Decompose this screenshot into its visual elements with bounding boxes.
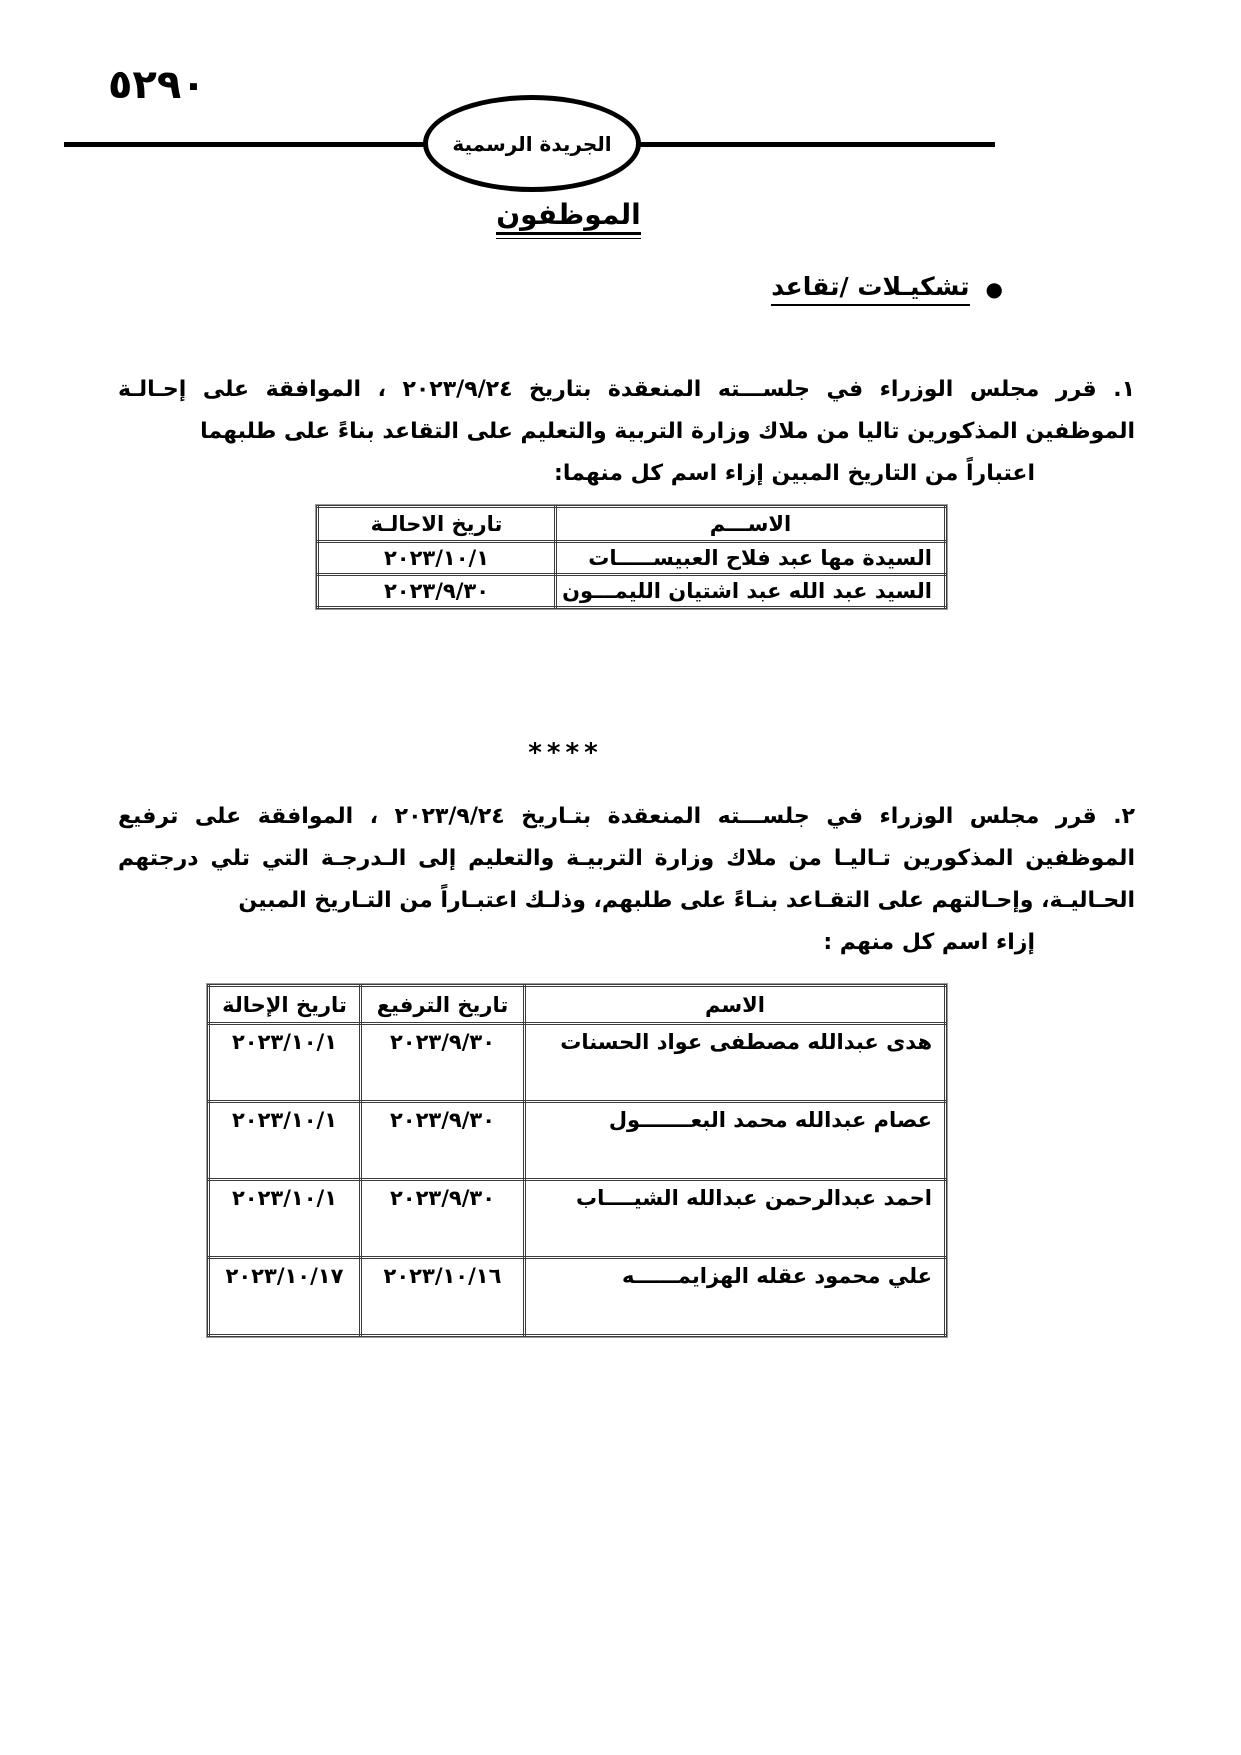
referral-date-cell: ٢٠٢٣/٩/٣٠ [318, 575, 556, 608]
promotion-date-cell: ٢٠٢٣/٩/٣٠ [361, 1180, 525, 1258]
page-number: ٥٢٩٠ [108, 62, 206, 108]
name-header: الاســـم [556, 507, 946, 542]
decree-2-paragraph [118, 796, 1135, 964]
name-cell: السيد عبد الله عبد اشتيان الليمـــون [556, 575, 946, 608]
referral-date-cell: ٢٠٢٣/١٠/١ [209, 1102, 361, 1180]
decree-1-last-line: اعتباراً من التاريخ المبين إزاء اسم كل منهما: [554, 461, 1035, 486]
referral-date-header: تاريخ الإحالة [209, 986, 361, 1024]
table-row [318, 575, 946, 608]
referral-date-cell: ٢٠٢٣/١٠/١ [209, 1180, 361, 1258]
name-cell: علي محمود عقله الهزايمــــــه [525, 1258, 946, 1336]
decree-2-last-line: إزاء اسم كل منهم : [823, 930, 1035, 955]
section-title [0, 198, 1137, 239]
table-header-row [318, 507, 946, 542]
name-cell: احمد عبدالرحمن عبدالله الشيــــاب [525, 1180, 946, 1258]
retirement-table [316, 505, 947, 609]
subsection-heading [771, 272, 1003, 306]
promotion-date-cell: ٢٠٢٣/١٠/١٦ [361, 1258, 525, 1336]
table-row [209, 1102, 946, 1180]
masthead-title: الجريدة الرسمية [452, 131, 612, 156]
name-cell: هدى عبدالله مصطفى عواد الحسنات [525, 1024, 946, 1102]
table-header-row [209, 986, 946, 1024]
table-row [209, 1258, 946, 1336]
promotion-table [207, 984, 947, 1337]
name-cell: السيدة مها عبد فلاح العبيســـــات [556, 542, 946, 575]
subsection-heading-text: تشكيـلات /تقاعد [771, 272, 969, 306]
masthead-oval [423, 95, 641, 192]
section-title-text: الموظفون [496, 198, 640, 235]
decree-1-body: ١. قرر مجلس الوزراء في جلســـته المنعقدة بتاريخ ٢٠٢٣/٩/٢٤ ، الموافقة على إحـالـة الموظفين المذكورين تاليا من ملاك وزارة التربية والتعليم على التقاعد بناءً على طلبهما [118, 377, 1135, 444]
decree-2-body: ٢. قرر مجلس الوزراء في جلســـته المنعقدة بتـاريخ ٢٠٢٣/٩/٢٤ ، الموافقة على ترفيع الموظفين المذكورين تـاليـا من ملاك وزارة التربيـة والتعليم إلى الـدرجـة التي تلي درجتهم الحـاليـة، وإحـالتهم على التقـاعد بنـاءً على طلبهم، وذلـك اعتبـاراً من التـاريخ المبين [118, 804, 1135, 913]
referral-date-cell: ٢٠٢٣/١٠/١ [318, 542, 556, 575]
promotion-date-cell: ٢٠٢٣/٩/٣٠ [361, 1024, 525, 1102]
name-cell: عصام عبدالله محمد البعـــــــول [525, 1102, 946, 1180]
bullet-icon: ● [985, 277, 1003, 301]
table-row [318, 542, 946, 575]
stars-separator: **** [528, 738, 603, 768]
promotion-date-cell: ٢٠٢٣/٩/٣٠ [361, 1102, 525, 1180]
table-row [209, 1024, 946, 1102]
decree-1-paragraph [118, 369, 1135, 495]
referral-date-header: تاريخ الاحالـة [318, 507, 556, 542]
name-header: الاسم [525, 986, 946, 1024]
referral-date-cell: ٢٠٢٣/١٠/١ [209, 1024, 361, 1102]
promotion-date-header: تاريخ الترفيع [361, 986, 525, 1024]
referral-date-cell: ٢٠٢٣/١٠/١٧ [209, 1258, 361, 1336]
table-row [209, 1180, 946, 1258]
